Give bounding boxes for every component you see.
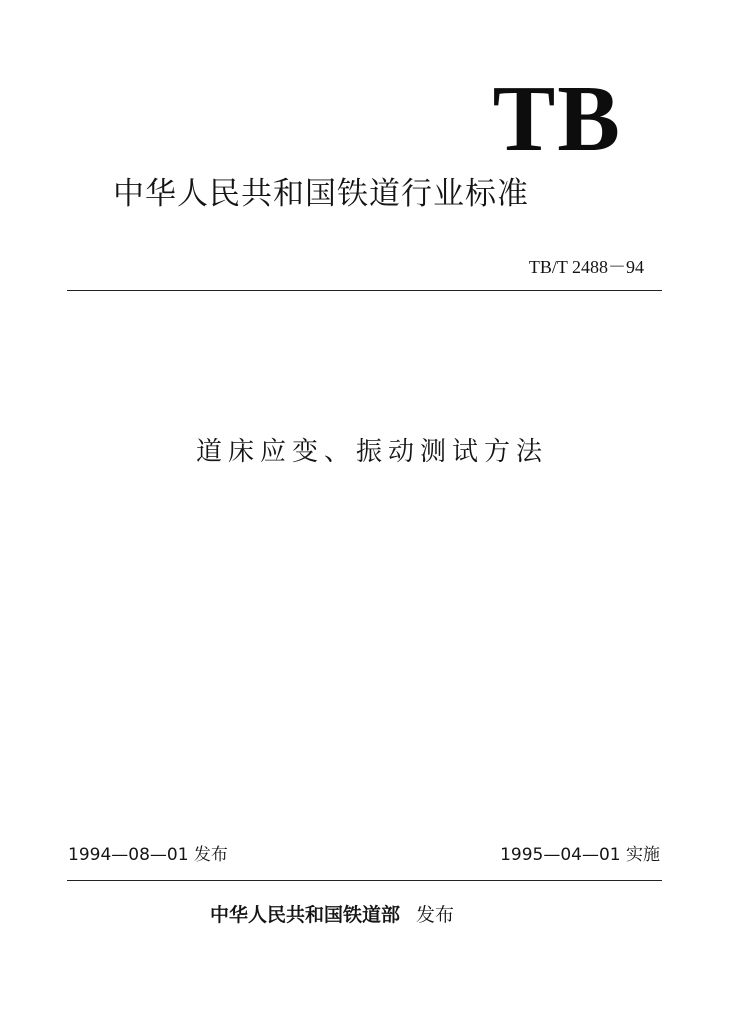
issuer-action: 发布: [416, 904, 455, 926]
issue-date: 1994—08—01 发布: [68, 845, 228, 865]
effective-date: 1995—04—01 实施: [500, 845, 660, 865]
bottom-divider: [67, 880, 662, 881]
issuer-name: 中华人民共和国铁道部: [210, 904, 401, 926]
top-divider: [67, 290, 662, 291]
standard-number: TB/T 2488－94: [528, 257, 644, 277]
issuer-line: [210, 906, 454, 925]
standard-category-title: 中华人民共和国铁道行业标准: [113, 176, 529, 212]
document-title: 道床应变、振动测试方法: [195, 437, 548, 467]
tb-logo: TB: [492, 67, 622, 171]
